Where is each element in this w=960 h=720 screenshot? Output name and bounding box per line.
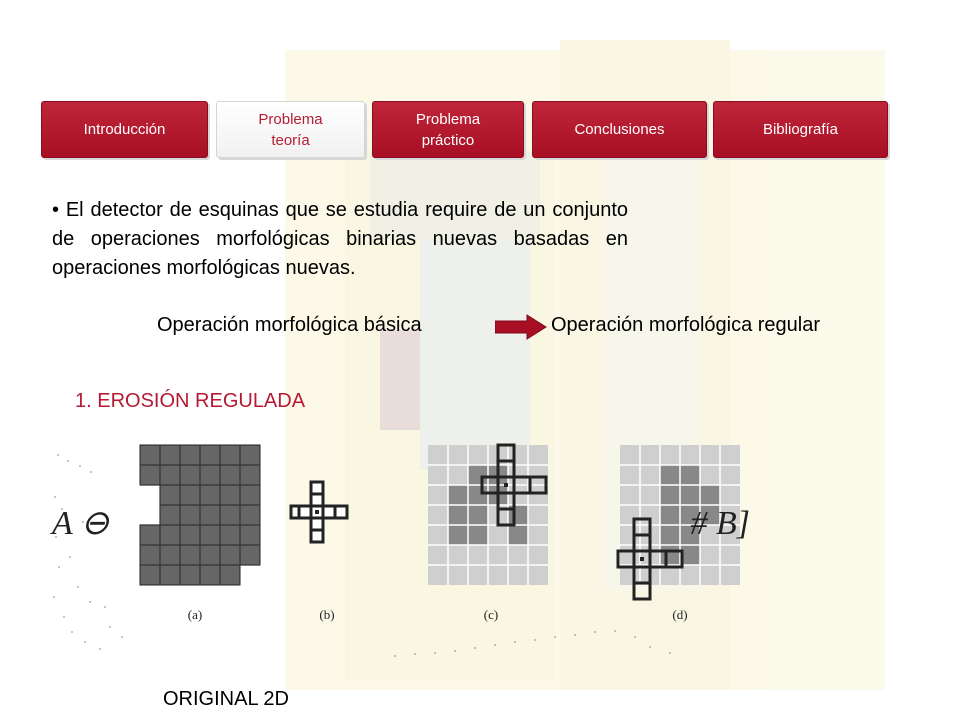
left-formula: A ⊖ <box>52 505 110 542</box>
grid-b <box>291 482 347 542</box>
tab-problema-teoria[interactable]: Problema teoría <box>216 101 365 158</box>
operation-basic-label: Operación morfológica básica <box>157 314 422 336</box>
caption-original-2d: ORIGINAL 2D <box>163 688 289 710</box>
grid-a <box>140 445 260 585</box>
tab-problema-practico[interactable]: Problema práctico <box>372 101 524 158</box>
section-title: 1. EROSIÓN REGULADA <box>75 390 306 412</box>
tab-bibliografia[interactable]: Bibliografía <box>713 101 888 158</box>
erosion-figure <box>50 437 752 663</box>
panel-label-c: (c) <box>483 607 499 622</box>
tab-introduccion[interactable]: Introducción <box>41 101 208 158</box>
panel-label-a: (a) <box>187 607 203 622</box>
panel-label-b: (b) <box>319 607 335 622</box>
panel-label-d: (d) <box>672 607 688 622</box>
operation-regular-label: Operación morfológica regular <box>551 314 821 336</box>
arrow-right-icon <box>495 314 547 340</box>
grid-c <box>428 445 548 585</box>
right-formula: # B] <box>690 505 750 542</box>
bullet-paragraph: • El detector de esquinas que se estudia require de un conjunto de operaciones morfológicas binarias nuevas basadas en operaciones morfológicas nuevas. <box>52 199 628 279</box>
tab-conclusiones[interactable]: Conclusiones <box>532 101 707 158</box>
